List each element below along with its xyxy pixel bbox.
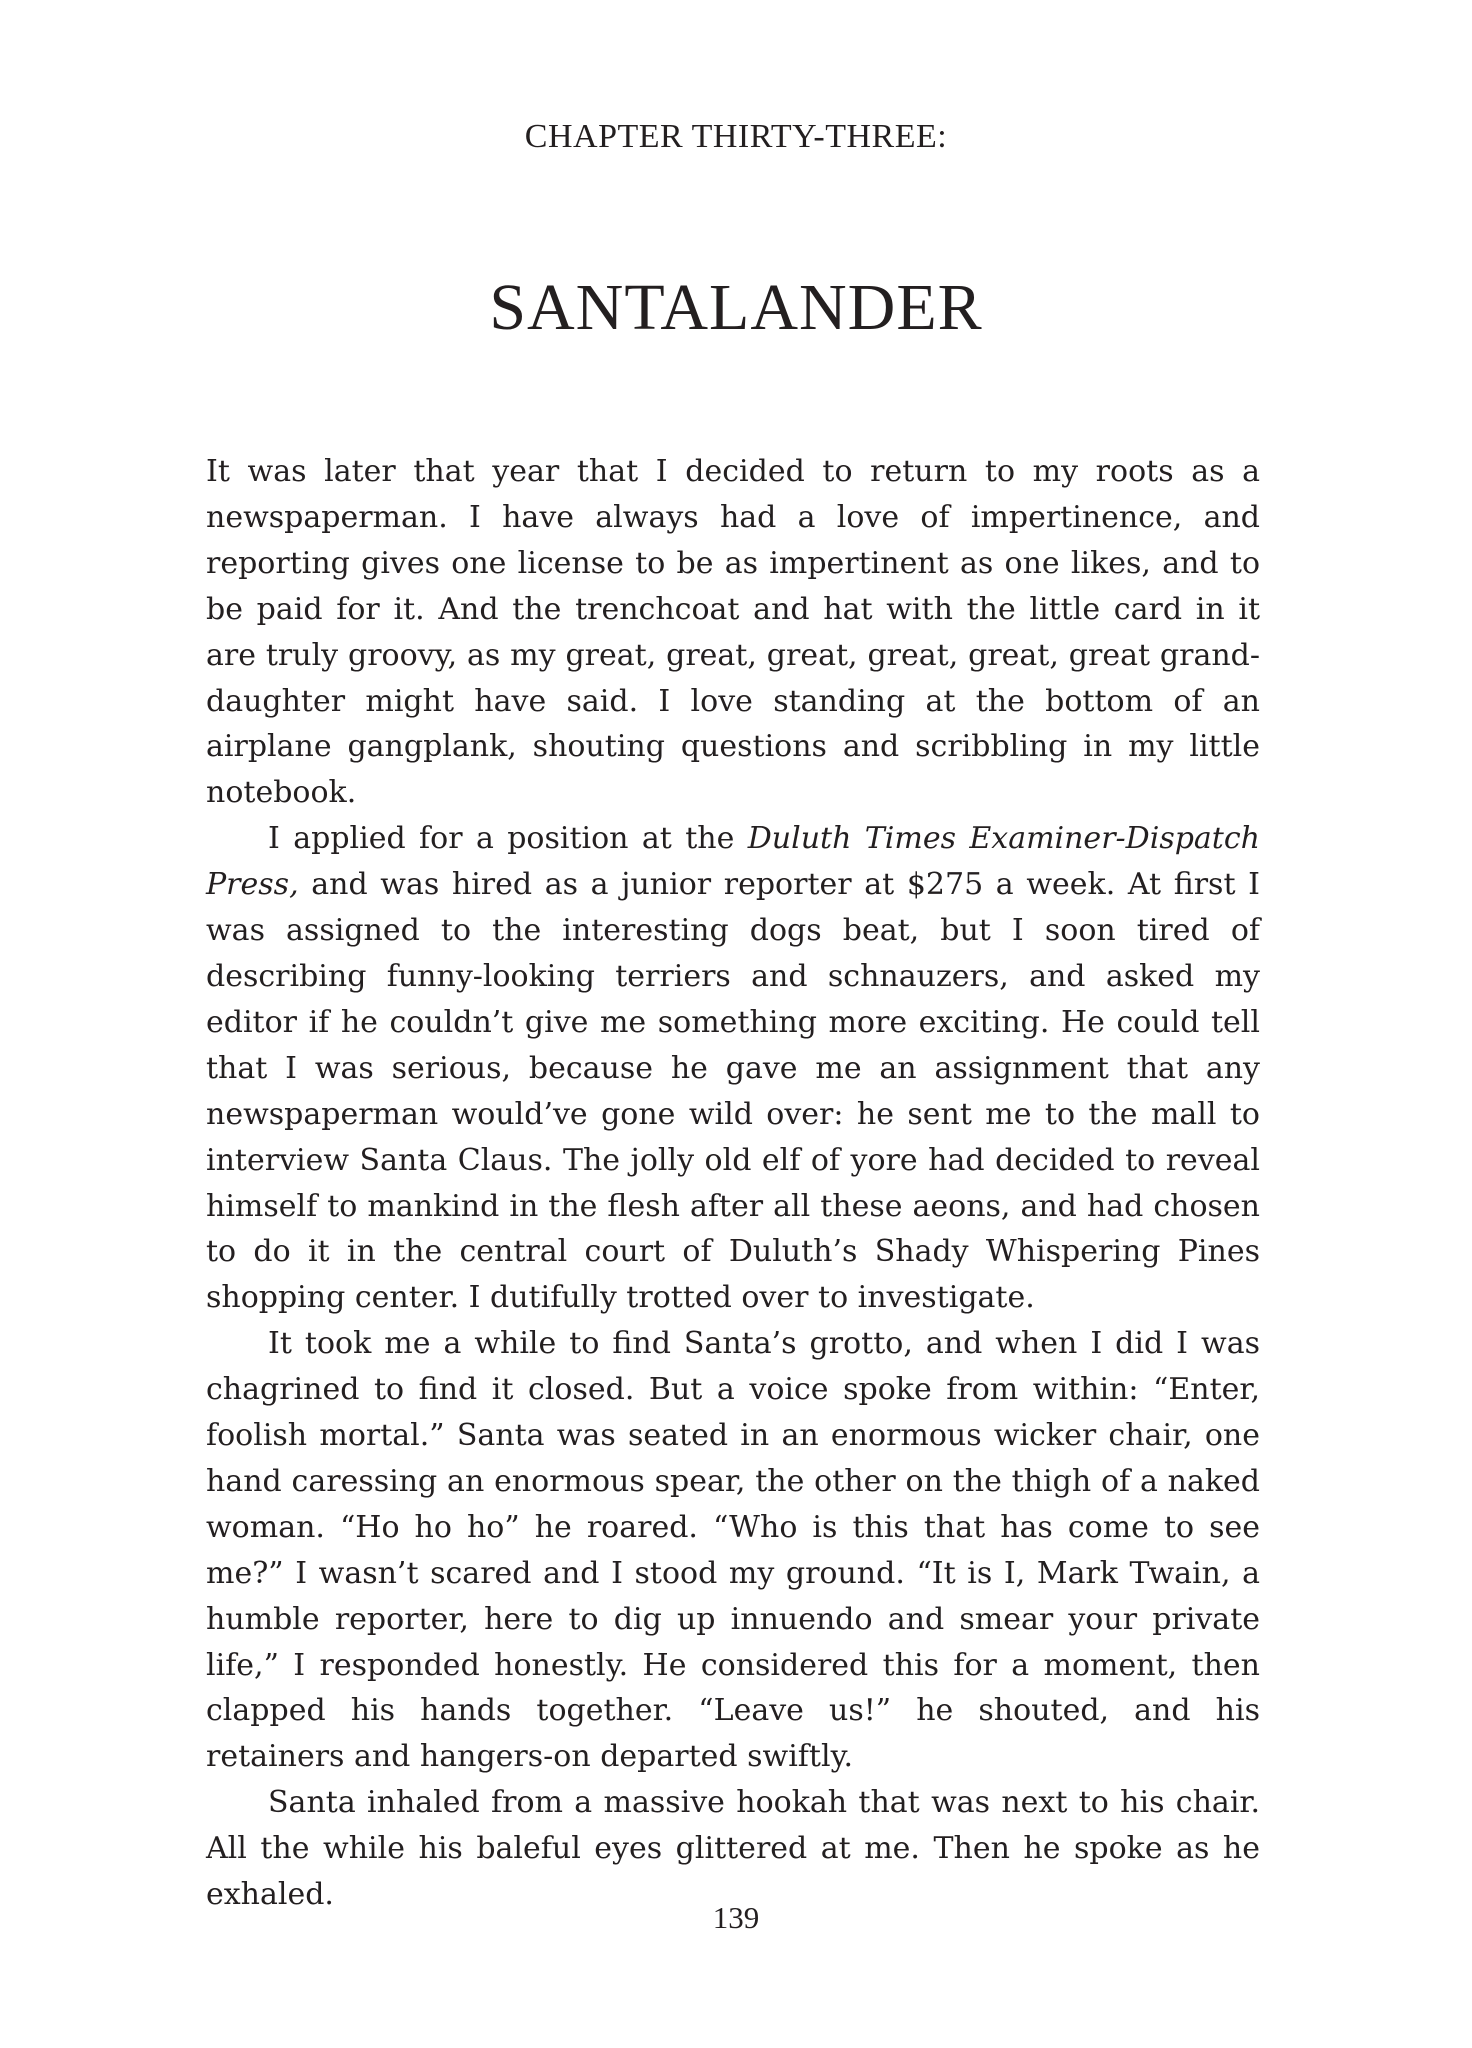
- paragraph-2: [206, 816, 1260, 1321]
- paragraph-3: It took me a while to find Santa’s grotto, and when I did I was chagrined to find it closed. But a voice spoke from within: “Enter, foolish mortal.” Santa was seated in an enormous wicker chair, one hand caressing an enormous spear, the other on the thigh of a naked woman. “Ho ho ho” he roared. “Who is this that has come to see me?” I wasn’t scared and I stood my ground. “It is I, Mark Twain, a humble reporter, here to dig up innuendo and smear your private life,” I responded honestly. He considered this for a moment, then clapped his hands together. “Leave us!” he shouted, and his retainers and hangers-on departed swiftly.: [206, 1326, 1260, 1775]
- chapter-body: [206, 449, 1260, 1918]
- paragraph-4: Santa inhaled from a massive hookah that was next to his chair. All the while his baleful eyes glittered at me. Then he spoke as he exhaled.: [206, 1785, 1260, 1913]
- paragraph-1: It was later that year that I decided to return to my roots as a newspaperman. I have always had a love of impertinence, and reporting gives one license to be as impertinent as one likes, and to be paid for it. And the trenchcoat and hat with the little card in it are truly groovy, as my great, great, great, great, great, great grand-daughter might have said. I love standing at the bottom of an airplane gangplank, shouting questions and scribbling in my little notebook.: [206, 454, 1260, 811]
- page-number: 139: [712, 1900, 760, 1935]
- newspaper-title: Duluth Times Examiner-Dispatch Press,: [206, 821, 1260, 903]
- paragraph-2-lead: I applied for a position at the: [268, 821, 748, 857]
- chapter-title: SANTALANDER: [489, 271, 983, 344]
- chapter-label: CHAPTER THIRTY-THREE:: [524, 118, 948, 155]
- paragraph-2-rest: and was hired as a junior reporter at $275 a week. At first I was assigned to the interesting dogs beat, but I soon tired of describing funny-looking terriers and schnauzers, and asked my editor if he couldn’t give me something more exciting. He could tell that I was serious, because he gave me an assignment that any newspaperman would’ve gone wild over: he sent me to the mall to interview Santa Claus. The jolly old elf of yore had decided to reveal himself to mankind in the flesh after all these aeons, and had chosen to do it in the central court of Duluth’s Shady Whispering Pines shopping center. I dutifully trotted over to investigate.: [206, 867, 1260, 1316]
